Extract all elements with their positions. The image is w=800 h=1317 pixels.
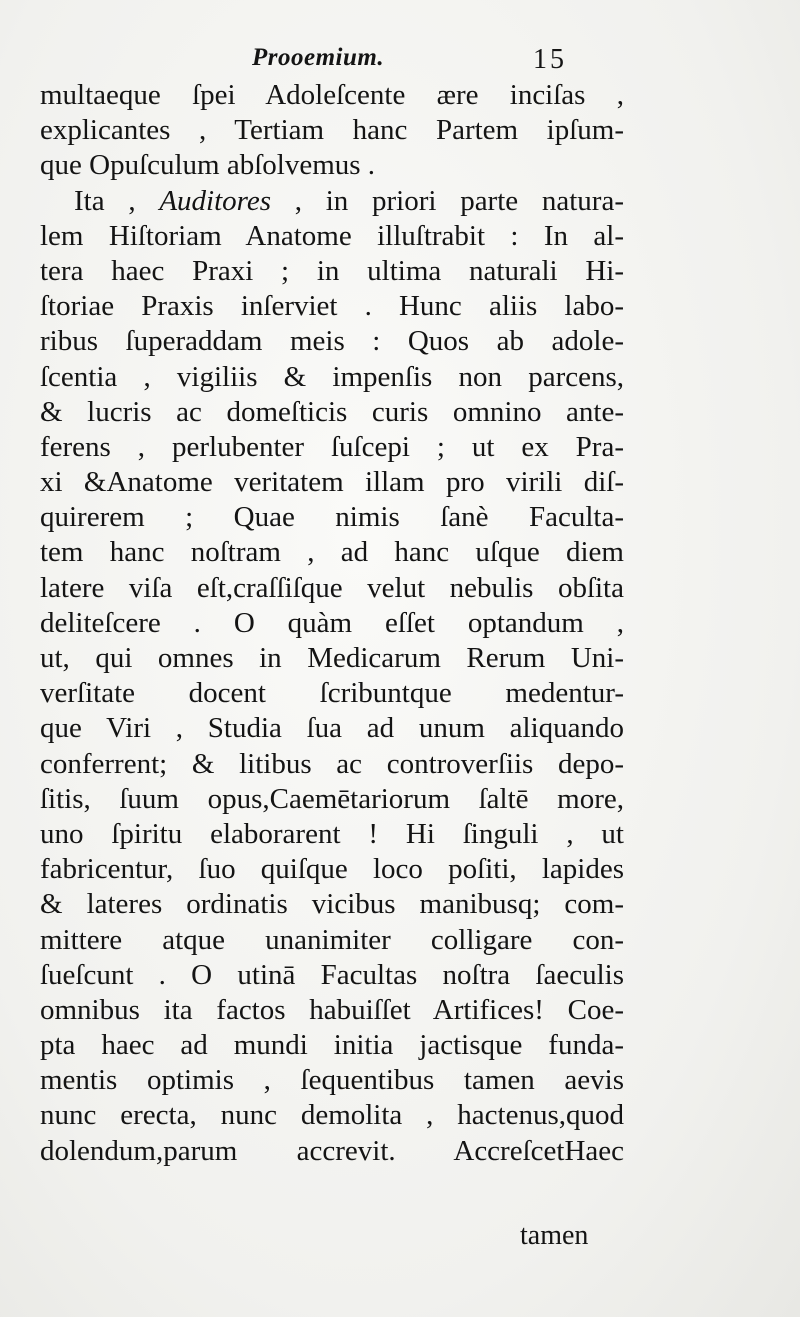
text-line: deliteſcere . O quàm eſſet optandum , <box>40 606 624 639</box>
text-line: fabricentur, ſuo quiſque loco poſiti, lapides <box>40 853 624 886</box>
text-line: uno ſpiritu elaborarent ! Hi ſinguli , ut <box>40 817 624 850</box>
text-line: conferrent; & litibus ac controverſiis depo- <box>40 747 624 780</box>
text-line: nunc erecta, nunc demolita , hactenus,quod <box>40 1099 624 1132</box>
text-line: que Opuſculum abſolvemus . <box>40 149 376 182</box>
text-line: tera haec Praxi ; in ultima naturali Hi- <box>40 254 624 287</box>
text-line: lem Hiſtoriam Anatome illuſtrabit : In al- <box>40 219 624 252</box>
text-line-paragraph-start <box>40 184 624 219</box>
text-line: ſueſcunt . O utinā Facultas noſtra ſaeculis <box>40 958 624 991</box>
text-fragment: , in priori parte natura- <box>271 184 624 217</box>
italic-word: Auditores <box>159 184 272 217</box>
text-line: pta haec ad mundi initia jactisque funda- <box>40 1029 624 1062</box>
text-line: ut, qui omnes in Medicarum Rerum Uni- <box>40 642 624 674</box>
text-line: multaeque ſpei Adoleſcente ære inciſas , <box>40 79 624 111</box>
text-line: & lateres ordinatis vicibus manibusq; com- <box>40 888 624 921</box>
text-line: omnibus ita factos habuiſſet Artifices! Coe- <box>40 993 624 1026</box>
page-number: 15 <box>533 44 567 75</box>
text-line: latere viſa eſt,craſſiſque velut nebulis obſita <box>40 571 624 604</box>
text-line: quirerem ; Quae nimis ſanè Faculta- <box>40 501 624 534</box>
text-line: explicantes , Tertiam hanc Partem ipſum- <box>40 114 624 147</box>
text-line: mentis optimis , ſequentibus tamen aevis <box>40 1064 624 1097</box>
text-line: ferens , perlubenter ſuſcepi ; ut ex Pra- <box>40 430 624 463</box>
text-line: ſcentia , vigiliis & impenſis non parcens, <box>40 360 624 393</box>
text-line: & lucris ac domeſticis curis omnino ante- <box>40 395 624 428</box>
text-line: tem hanc noſtram , ad hanc uſque diem <box>40 536 624 569</box>
text-line: ſtoriae Praxis inſerviet . Hunc aliis labo- <box>40 290 624 323</box>
text-line: ribus ſuperaddam meis : Quos ab adole- <box>40 325 624 358</box>
text-line: ſitis, ſuum opus,Caemētariorum ſaltē more, <box>40 782 624 815</box>
text-line: verſitate docent ſcribuntque medentur- <box>40 677 624 710</box>
text-line: dolendum,parum accrevit. AccreſcetHaec <box>40 1134 624 1167</box>
running-title: Prooemium. <box>252 44 385 71</box>
catchword: tamen <box>520 1220 589 1251</box>
body-text <box>40 78 624 1169</box>
text-line: mittere atque unanimiter colligare con- <box>40 923 624 956</box>
text-fragment: Ita , <box>74 184 160 217</box>
text-line: xi &Anatome veritatem illam pro virili diſ- <box>40 466 624 499</box>
text-line: que Viri , Studia ſua ad unum aliquando <box>40 712 624 745</box>
